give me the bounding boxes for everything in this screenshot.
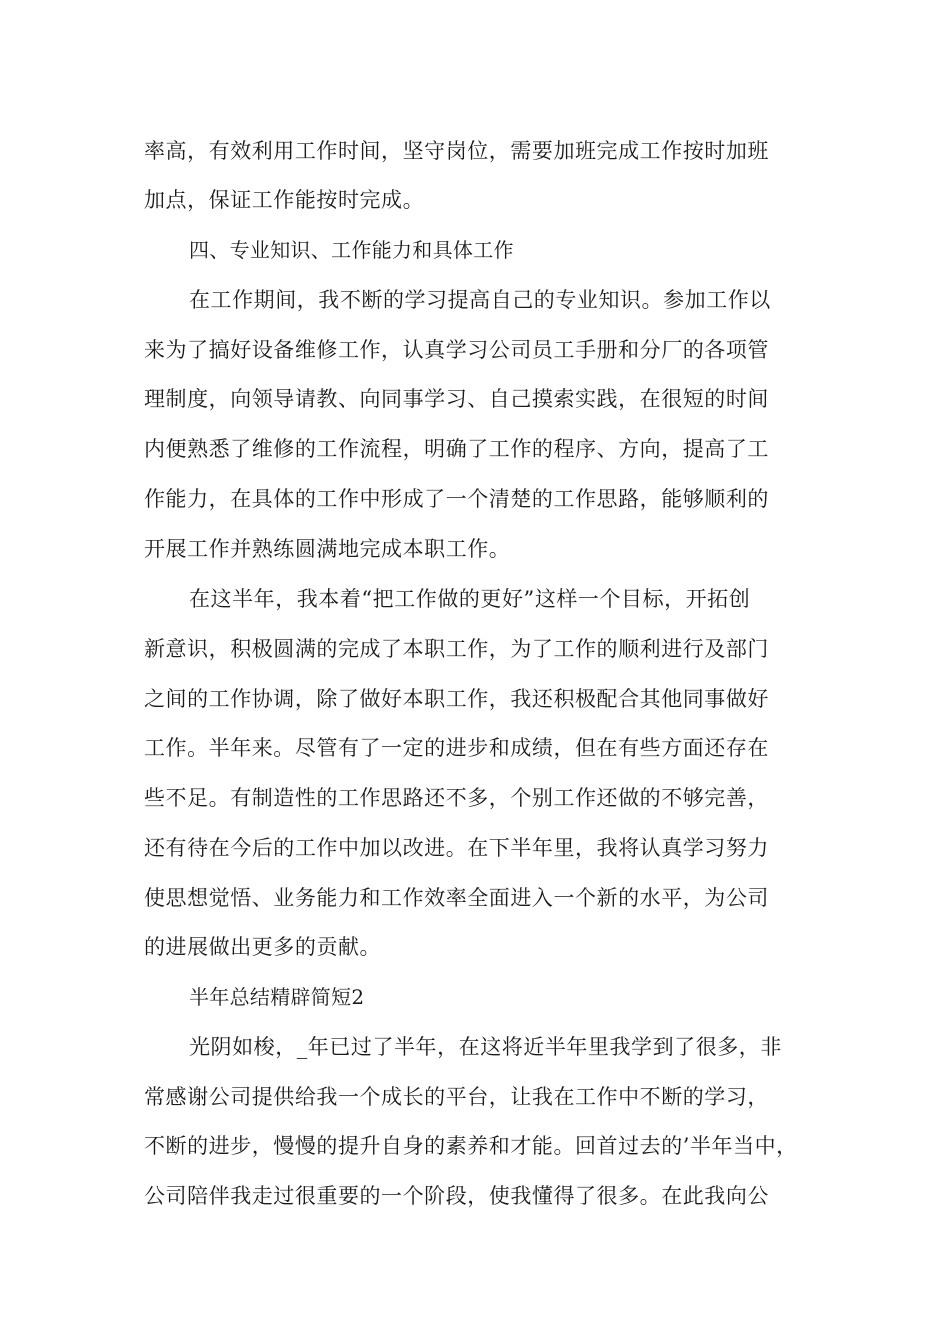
body-text-line: 使思想觉悟、业务能力和工作效率全面进入一个新的水平，为公司 [144, 886, 769, 910]
body-text-line: 公司陪伴我走过很重要的一个阶段，使我懂得了很多。在此我向公 [144, 1184, 769, 1208]
body-text-line: 还有待在今后的工作中加以改进。在下半年里，我将认真学习努力 [144, 836, 769, 860]
body-text-line: 常感谢公司提供给我一个成长的平台，让我在工作中不断的学习， [144, 1085, 769, 1109]
body-text-line: 开展工作并熟练圆满地完成本职工作。 [144, 537, 511, 561]
body-text-line: 来为了搞好设备维修工作，认真学习公司员工手册和分厂的各项管 [144, 338, 769, 362]
paragraph-first-line: 在这半年，我本着“把工作做的更好”这样一个目标，开拓创 [189, 587, 751, 611]
section-heading: 半年总结精辟简短2 [189, 985, 365, 1009]
body-text-line: 之间的工作协调，除了做好本职工作，我还积极配合其他同事做好 [144, 687, 769, 711]
body-text-line: 理制度，向领导请教、向同事学习、自己摸索实践，在很短的时间 [144, 387, 769, 411]
paragraph-first-line: 光阴如梭，_年已过了半年，在这将近半年里我学到了很多，非 [189, 1035, 782, 1059]
body-text-line: 新意识，积极圆满的完成了本职工作，为了工作的顺利进行及部门 [144, 637, 769, 661]
body-text-line: 工作。半年来。尽管有了一定的进步和成绩，但在有些方面还存在 [144, 736, 769, 760]
body-text-line: 不断的进步，慢慢的提升自身的素养和才能。回首过去的’半年当中， [144, 1134, 798, 1158]
body-text-line: 率高，有效利用工作时间，坚守岗位，需要加班完成工作按时加班 [144, 139, 769, 163]
section-heading: 四、专业知识、工作能力和具体工作 [189, 238, 514, 262]
body-text-line: 些不足。有制造性的工作思路还不多，个别工作还做的不够完善， [144, 786, 769, 810]
paragraph-first-line: 在工作期间，我不断的学习提高自己的专业知识。参加工作以 [189, 288, 771, 312]
body-text-line: 作能力，在具体的工作中形成了一个清楚的工作思路，能够顺利的 [144, 487, 769, 511]
body-text-line: 的进展做出更多的贡献。 [144, 935, 382, 959]
body-text-line: 加点，保证工作能按时完成。 [144, 188, 425, 212]
body-text-line: 内便熟悉了维修的工作流程，明确了工作的程序、方向，提高了工 [144, 437, 769, 461]
